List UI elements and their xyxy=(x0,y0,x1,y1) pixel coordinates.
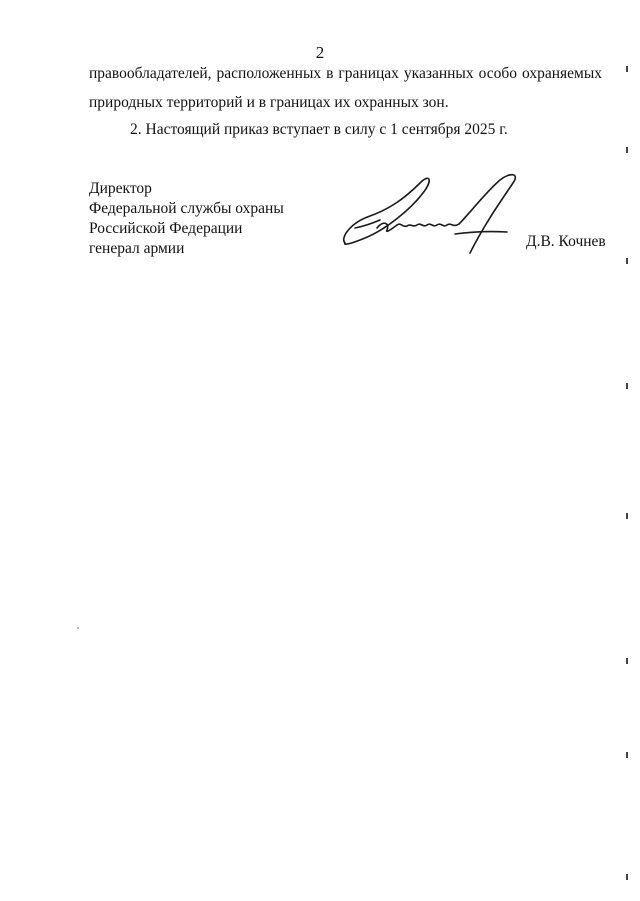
scan-speck xyxy=(77,627,79,629)
signer-title-line: Федеральной службы охраны xyxy=(89,200,284,217)
signer-title-block xyxy=(89,179,284,259)
body-text-line-1: правообладателей, расположенных в границах указанных особо охраняемых xyxy=(89,65,602,82)
handwritten-signature xyxy=(335,168,535,258)
body-text-line-2: природных территорий и в границах их охранных зон. xyxy=(89,94,449,111)
signer-title-line: Российской Федерации xyxy=(89,220,243,237)
signer-title-line: генерал армии xyxy=(89,240,185,257)
page-number: 2 xyxy=(315,43,325,62)
scan-edge-mark xyxy=(626,147,628,153)
scan-edge-mark xyxy=(626,258,628,264)
scan-edge-mark xyxy=(626,658,628,664)
signer-title-line: Директор xyxy=(89,180,152,197)
scan-edge-mark xyxy=(626,383,628,389)
scan-edge-mark xyxy=(626,513,628,519)
scan-edge-mark xyxy=(626,752,628,758)
body-text-paragraph-2: 2. Настоящий приказ вступает в силу с 1 сентября 2025 г. xyxy=(130,121,508,138)
scan-edge-mark xyxy=(626,874,628,880)
signer-name: Д.В. Кочнев xyxy=(526,233,606,250)
scan-edge-mark xyxy=(626,66,628,72)
